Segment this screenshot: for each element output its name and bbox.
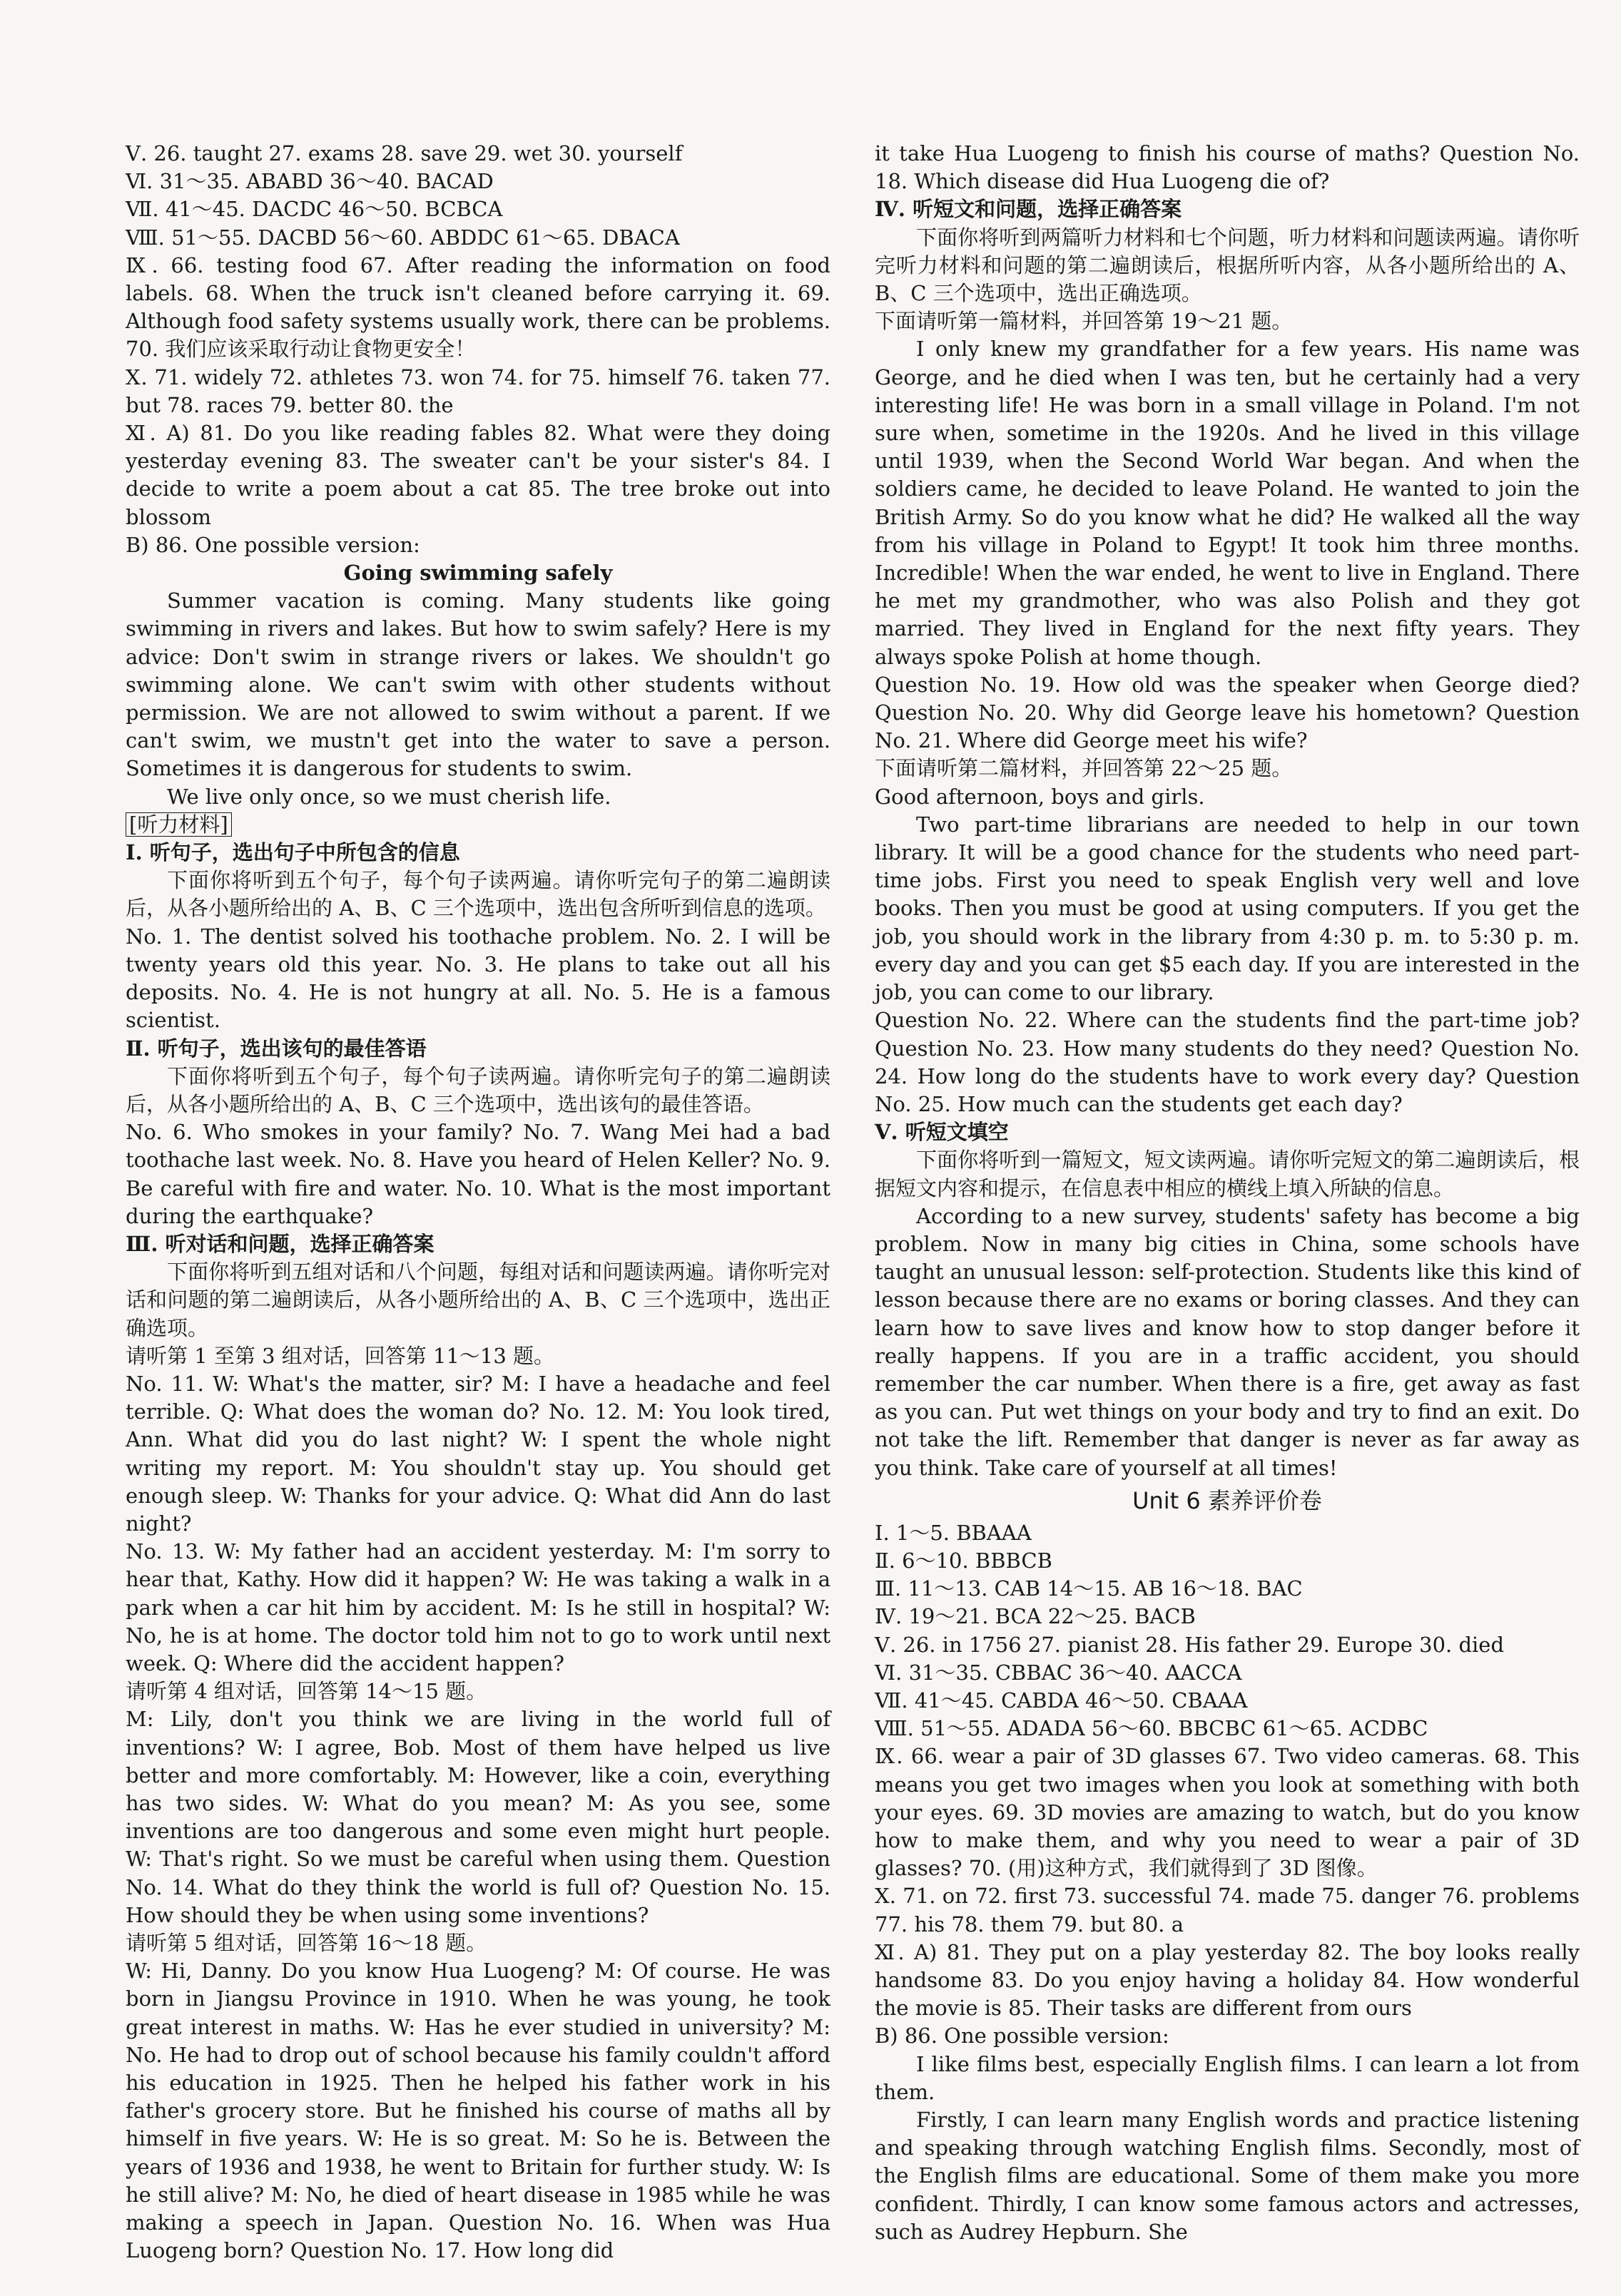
right-paragraph: Ⅹ. 71. on 72. first 73. successful 74. made 75. danger 76. problems 77. his 78. them 79. but 80. a [875, 1884, 1580, 1937]
left-paragraph: Ⅺ. A) 81. Do you like reading fables 82. What were they doing yesterday evening 83. The sweater can't be your sister's 84. I decide to write a poem about a cat 85. The tree broke out into blossom [126, 421, 830, 529]
left-paragraph: Ⅹ. 71. widely 72. athletes 73. won 74. for 75. himself 76. taken 77. but 78. races 79. better 80. the [126, 364, 830, 417]
right-paragraph: B) 86. One possible version: [875, 2024, 1169, 2048]
right-paragraph: Two part-time librarians are needed to help in our town library. It will be a good chance for the students who need part-time jobs. First you need to speak English very well and love books. Then you must be good at using computers. If you get the job, you should work in the library from 4:30 p. m. to 5:30 p. m. every day and you can get $5 each day. If you are interested in the job, you can come to our library. [875, 812, 1580, 1005]
section-heading: Ⅲ. 听对话和问题，选择正确答案 [126, 1231, 435, 1256]
right-paragraph: 下面请听第一篇材料，并回答第 19～21 题。 [875, 309, 1293, 334]
listening-material-tag [126, 811, 830, 839]
left-paragraph: No. 13. W: My father had an accident yesterday. M: I'm sorry to hear that, Kathy. How did it happen? W: He was taking a walk in a park when a car hit him by accident. M: Is he still in hospital? W: No, he is at home. The doctor told him not to go to work until next week. Q: Where did the accident happen? [126, 1539, 830, 1675]
left-paragraph: 下面你将听到五个句子，每个句子读两遍。请你听完句子的第二遍朗读后，从各小题所给出的 A、B、C 三个选项中，选出该句的最佳答语。 [126, 1063, 830, 1116]
right-paragraph: Ⅳ. 19～21. BCA 22～25. BACB [875, 1604, 1196, 1629]
left-paragraph: Summer vacation is coming. Many students like going swimming in rivers and lakes. But how to swim safely? Here is my advice: Don't swim in strange rivers or lakes. We shouldn't go swimming alone. We can't swim with other students without permission. We are not allowed to swim without a parent. If we can't swim, we mustn't get into the water to save a person. Sometimes it is dangerous for students to swim. [126, 588, 830, 781]
right-paragraph: Ⅵ. 31～35. CBBAC 36～40. AACCA [875, 1660, 1242, 1685]
right-column [875, 140, 1580, 2246]
right-paragraph: Firstly, I can learn many English words and practice listening and speaking through watching English films. Secondly, most of the English films are educational. Some of them make you more confident. Thirdly, I can know some famous actors and actresses, such as Audrey Hepburn. She [875, 2108, 1580, 2244]
left-paragraph: B) 86. One possible version: [126, 532, 420, 557]
right-paragraph: 下面你将听到两篇听力材料和七个问题，听力材料和问题读两遍。请你听完听力材料和问题的第二遍朗读后，根据所听内容，从各小题所给出的 A、B、C 三个选项中，选出正确选项。 [875, 225, 1580, 306]
left-paragraph: No. 1. The dentist solved his toothache problem. No. 2. I will be twenty years old this year. No. 3. He plans to take out all his deposits. No. 4. He is not hungry at all. No. 5. He is a famous scientist. [126, 924, 830, 1033]
right-paragraph: According to a new survey, students' safety has become a big problem. Now in many big cities in China, some schools have taught an unusual lesson: self-protection. Students like this kind of lesson because there are no exams or boring classes. And they can learn how to save lives and know how to stop danger before it really happens. If you are in a traffic accident, you should remember the car number. When there is a fire, get away as fast as you can. Put wet things on your body and try to find an exit. Do not take the lift. Remember that danger is never as far away as you think. Take care of yourself at all times! [875, 1203, 1580, 1480]
section-heading: Ⅴ. 听短文填空 [875, 1120, 1009, 1145]
right-paragraph: 下面你将听到一篇短文，短文读两遍。请你听完短文的第二遍朗读后，根据短文内容和提示，在信息表中相应的横线上填入所缺的信息。 [875, 1148, 1580, 1200]
left-paragraph: Ⅵ. 31～35. ABABD 36～40. BACAD [126, 169, 494, 194]
unit-title: Unit 6 素养评价卷 [1132, 1486, 1322, 1514]
right-paragraph: Question No. 19. How old was the speaker when George died? Question No. 20. Why did George leave his hometown? Question No. 21. Where did George meet his wife? [875, 672, 1580, 753]
right-paragraph: it take Hua Luogeng to finish his course of maths? Question No. 18. Which disease did Hua Luogeng die of? [875, 141, 1580, 194]
left-paragraph: Ⅴ. 26. taught 27. exams 28. save 29. wet 30. yourself [126, 141, 683, 165]
right-paragraph: I like films best, especially English films. I can learn a lot from them. [875, 2051, 1580, 2104]
right-paragraph: Good afternoon, boys and girls. [875, 784, 1205, 809]
right-paragraph: Ⅷ. 51～55. ADADA 56～60. BBCBC 61～65. ACDBC [875, 1716, 1428, 1741]
right-paragraph: Ⅲ. 11～13. CAB 14～15. AB 16～18. BAC [875, 1576, 1303, 1601]
right-paragraph: I only knew my grandfather for a few years. His name was George, and he died when I was ten, but he certainly had a very interesting life! He was born in a small village in Poland. I'm not sure when, sometime in the 1920s. And he lived in this village until 1939, when the Second World War began. And when the soldiers came, he decided to leave Poland. He wanted to join the British Army. So do you know what he did? He walked all the way from his village in Poland to Egypt! It took him three months. Incredible! When the war ended, he went to live in England. There he met my grandmother, who was also Polish and they got married. They lived in England for the next fifty years. They always spoke Polish at home though. [875, 337, 1580, 669]
right-paragraph: Ⅱ. 6～10. BBBCB [875, 1548, 1052, 1573]
left-paragraph: 下面你将听到五个句子，每个句子读两遍。请你听完句子的第二遍朗读后，从各小题所给出的 A、B、C 三个选项中，选出包含所听到信息的选项。 [126, 868, 830, 921]
left-paragraph: Ⅶ. 41～45. DACDC 46～50. BCBCA [126, 197, 503, 222]
left-paragraph: 请听第 4 组对话，回答第 14～15 题。 [126, 1679, 487, 1704]
right-paragraph: Ⅺ. A) 81. They put on a play yesterday 82. The boy looks really handsome 83. Do you enjoy having a holiday 84. How wonderful the movie is 85. Their tasks are different from ours [875, 1939, 1580, 2021]
left-paragraph: Ⅷ. 51～55. DACBD 56～60. ABDDC 61～65. DBACA [126, 225, 680, 250]
left-paragraph: 请听第 1 至第 3 组对话，回答第 11～13 题。 [126, 1343, 555, 1368]
section-heading: Ⅰ. 听句子，选出句子中所包含的信息 [126, 840, 460, 865]
listening-material-label: [听力材料] [126, 812, 232, 837]
left-paragraph: No. 11. W: What's the matter, sir? M: I have a headache and feel terrible. Q: What does the woman do? No. 12. M: You look tired, Ann. What did you do last night? W: I spent the whole night writing my report. M: You shouldn't stay up. You should get enough sleep. W: Thanks for your advice. Q: What did Ann do last night? [126, 1371, 830, 1536]
left-paragraph: 下面你将听到五组对话和八个问题，每组对话和问题读两遍。请你听完对话和问题的第二遍朗读后，从各小题所给出的 A、B、C 三个选项中，选出正确选项。 [126, 1260, 830, 1340]
essay-title: Going swimming safely [343, 561, 613, 586]
left-paragraph: No. 6. Who smokes in your family? No. 7. Wang Mei had a bad toothache last week. No. 8. Have you heard of Helen Keller? No. 9. Be careful with fire and water. No. 10. What is the most important during the earthquake? [126, 1120, 830, 1228]
left-paragraph: Ⅸ. 66. testing food 67. After reading the information on food labels. 68. When the truck isn't cleaned before carrying it. 69. Although food safety systems usually work, there can be problems. 70. 我们应该采取行动让食物更安全！ [126, 252, 830, 362]
left-paragraph: We live only once, so we must cherish life. [167, 784, 611, 809]
right-paragraph: Ⅶ. 41～45. CABDA 46～50. CBAAA [875, 1688, 1248, 1713]
right-paragraph: Question No. 22. Where can the students find the part-time job? Question No. 23. How many students do they need? Question No. 24. How long do the students have to work every day? Question No. 25. How much can the students get each day? [875, 1008, 1580, 1116]
left-paragraph: M: Lily, don't you think we are living in the world full of inventions? W: I agree, Bob. Most of them have helped us live better and more comfortably. M: However, like a coin, everything has two sides. W: What do you mean? M: As you see, some inventions are too dangerous and some even might hurt people. W: That's right. So we must be careful when using them. Question No. 14. What do they think the world is full of? Question No. 15. How should they be when using some inventions? [126, 1707, 830, 1927]
right-paragraph: Ⅰ. 1～5. BBAAA [875, 1520, 1032, 1545]
right-paragraph: Ⅸ. 66. wear a pair of 3D glasses 67. Two video cameras. 68. This means you get two images when you look at something with both your eyes. 69. 3D movies are amazing to watch, but do you know how to make them, and why you need to wear a pair of 3D glasses? 70. (用)这种方式，我们就得到了 3D 图像。 [875, 1744, 1580, 1881]
section-heading: Ⅳ. 听短文和问题，选择正确答案 [875, 197, 1182, 222]
left-column [126, 140, 830, 2265]
right-paragraph: Ⅴ. 26. in 1756 27. pianist 28. His father 29. Europe 30. died [875, 1632, 1505, 1657]
left-paragraph: W: Hi, Danny. Do you know Hua Luogeng? M: Of course. He was born in Jiangsu Province in 1910. When he was young, he took great interest in maths. W: Has he ever studied in university? M: No. He had to drop out of school because his family couldn't afford his education in 1925. Then he helped his father work in his father's grocery store. But he finished his course of maths all by himself in five years. W: He is so great. M: So he is. Between the years of 1936 and 1938, he went to Britain for further study. W: Is he still alive? M: No, he died of heart disease in 1985 while he was making a speech in Japan. Question No. 16. When was Hua Luogeng born? Question No. 17. How long did [126, 1959, 830, 2263]
right-paragraph: 下面请听第二篇材料，并回答第 22～25 题。 [875, 756, 1293, 781]
left-paragraph: 请听第 5 组对话，回答第 16～18 题。 [126, 1931, 487, 1955]
section-heading: Ⅱ. 听句子，选出该句的最佳答语 [126, 1036, 427, 1061]
